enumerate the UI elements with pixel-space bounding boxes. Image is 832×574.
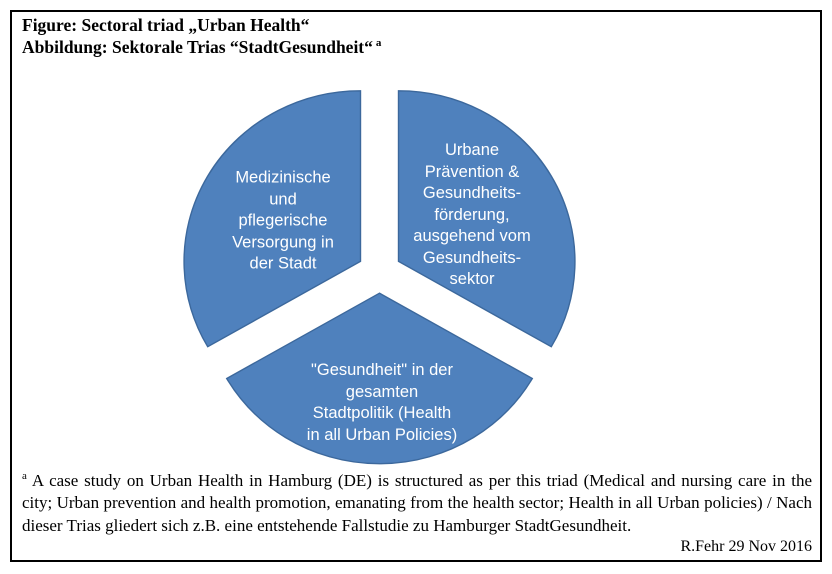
footnote-credit: R.Fehr 29 Nov 2016	[680, 538, 812, 555]
pie-slice-urban-prevention	[399, 91, 575, 347]
caption-line-german-text: Abbildung: Sektorale Trias “StadtGesundheit“	[22, 37, 373, 57]
footnote-text: A case study on Urban Health in Hamburg (DE) is structured as per this triad (Medical and nursing care in the city; Urban prevention and health promotion, emanating from the health sector; Health in all Urban policies) / Nach dieser Trias gliedert sich z.B. eine entstehende Fallstudie zu Hamburger StadtGesundheit.	[22, 470, 812, 535]
footnote-text-block	[22, 470, 812, 538]
figure-frame	[10, 10, 822, 562]
pie-slice-health-in-all-policies	[227, 293, 533, 464]
footnote-marker: a	[22, 469, 27, 482]
caption-footnote-marker: a	[375, 37, 382, 50]
slice-label-medical-care: Medizinische und pflegerische Versorgung in der Stadt	[232, 168, 334, 273]
caption-line-english: Figure: Sectoral triad „Urban Health“	[22, 15, 310, 35]
pie-slice-medical-care	[184, 91, 360, 347]
slice-label-urban-prevention: Urbane Prävention & Gesundheits- förderung, ausgehend vom Gesundheits- sektor	[413, 140, 531, 288]
figure-footnote	[22, 470, 812, 558]
slice-label-health-in-all-policies: "Gesundheit" in der gesamten Stadtpolitik (Health in all Urban Policies)	[306, 361, 458, 444]
